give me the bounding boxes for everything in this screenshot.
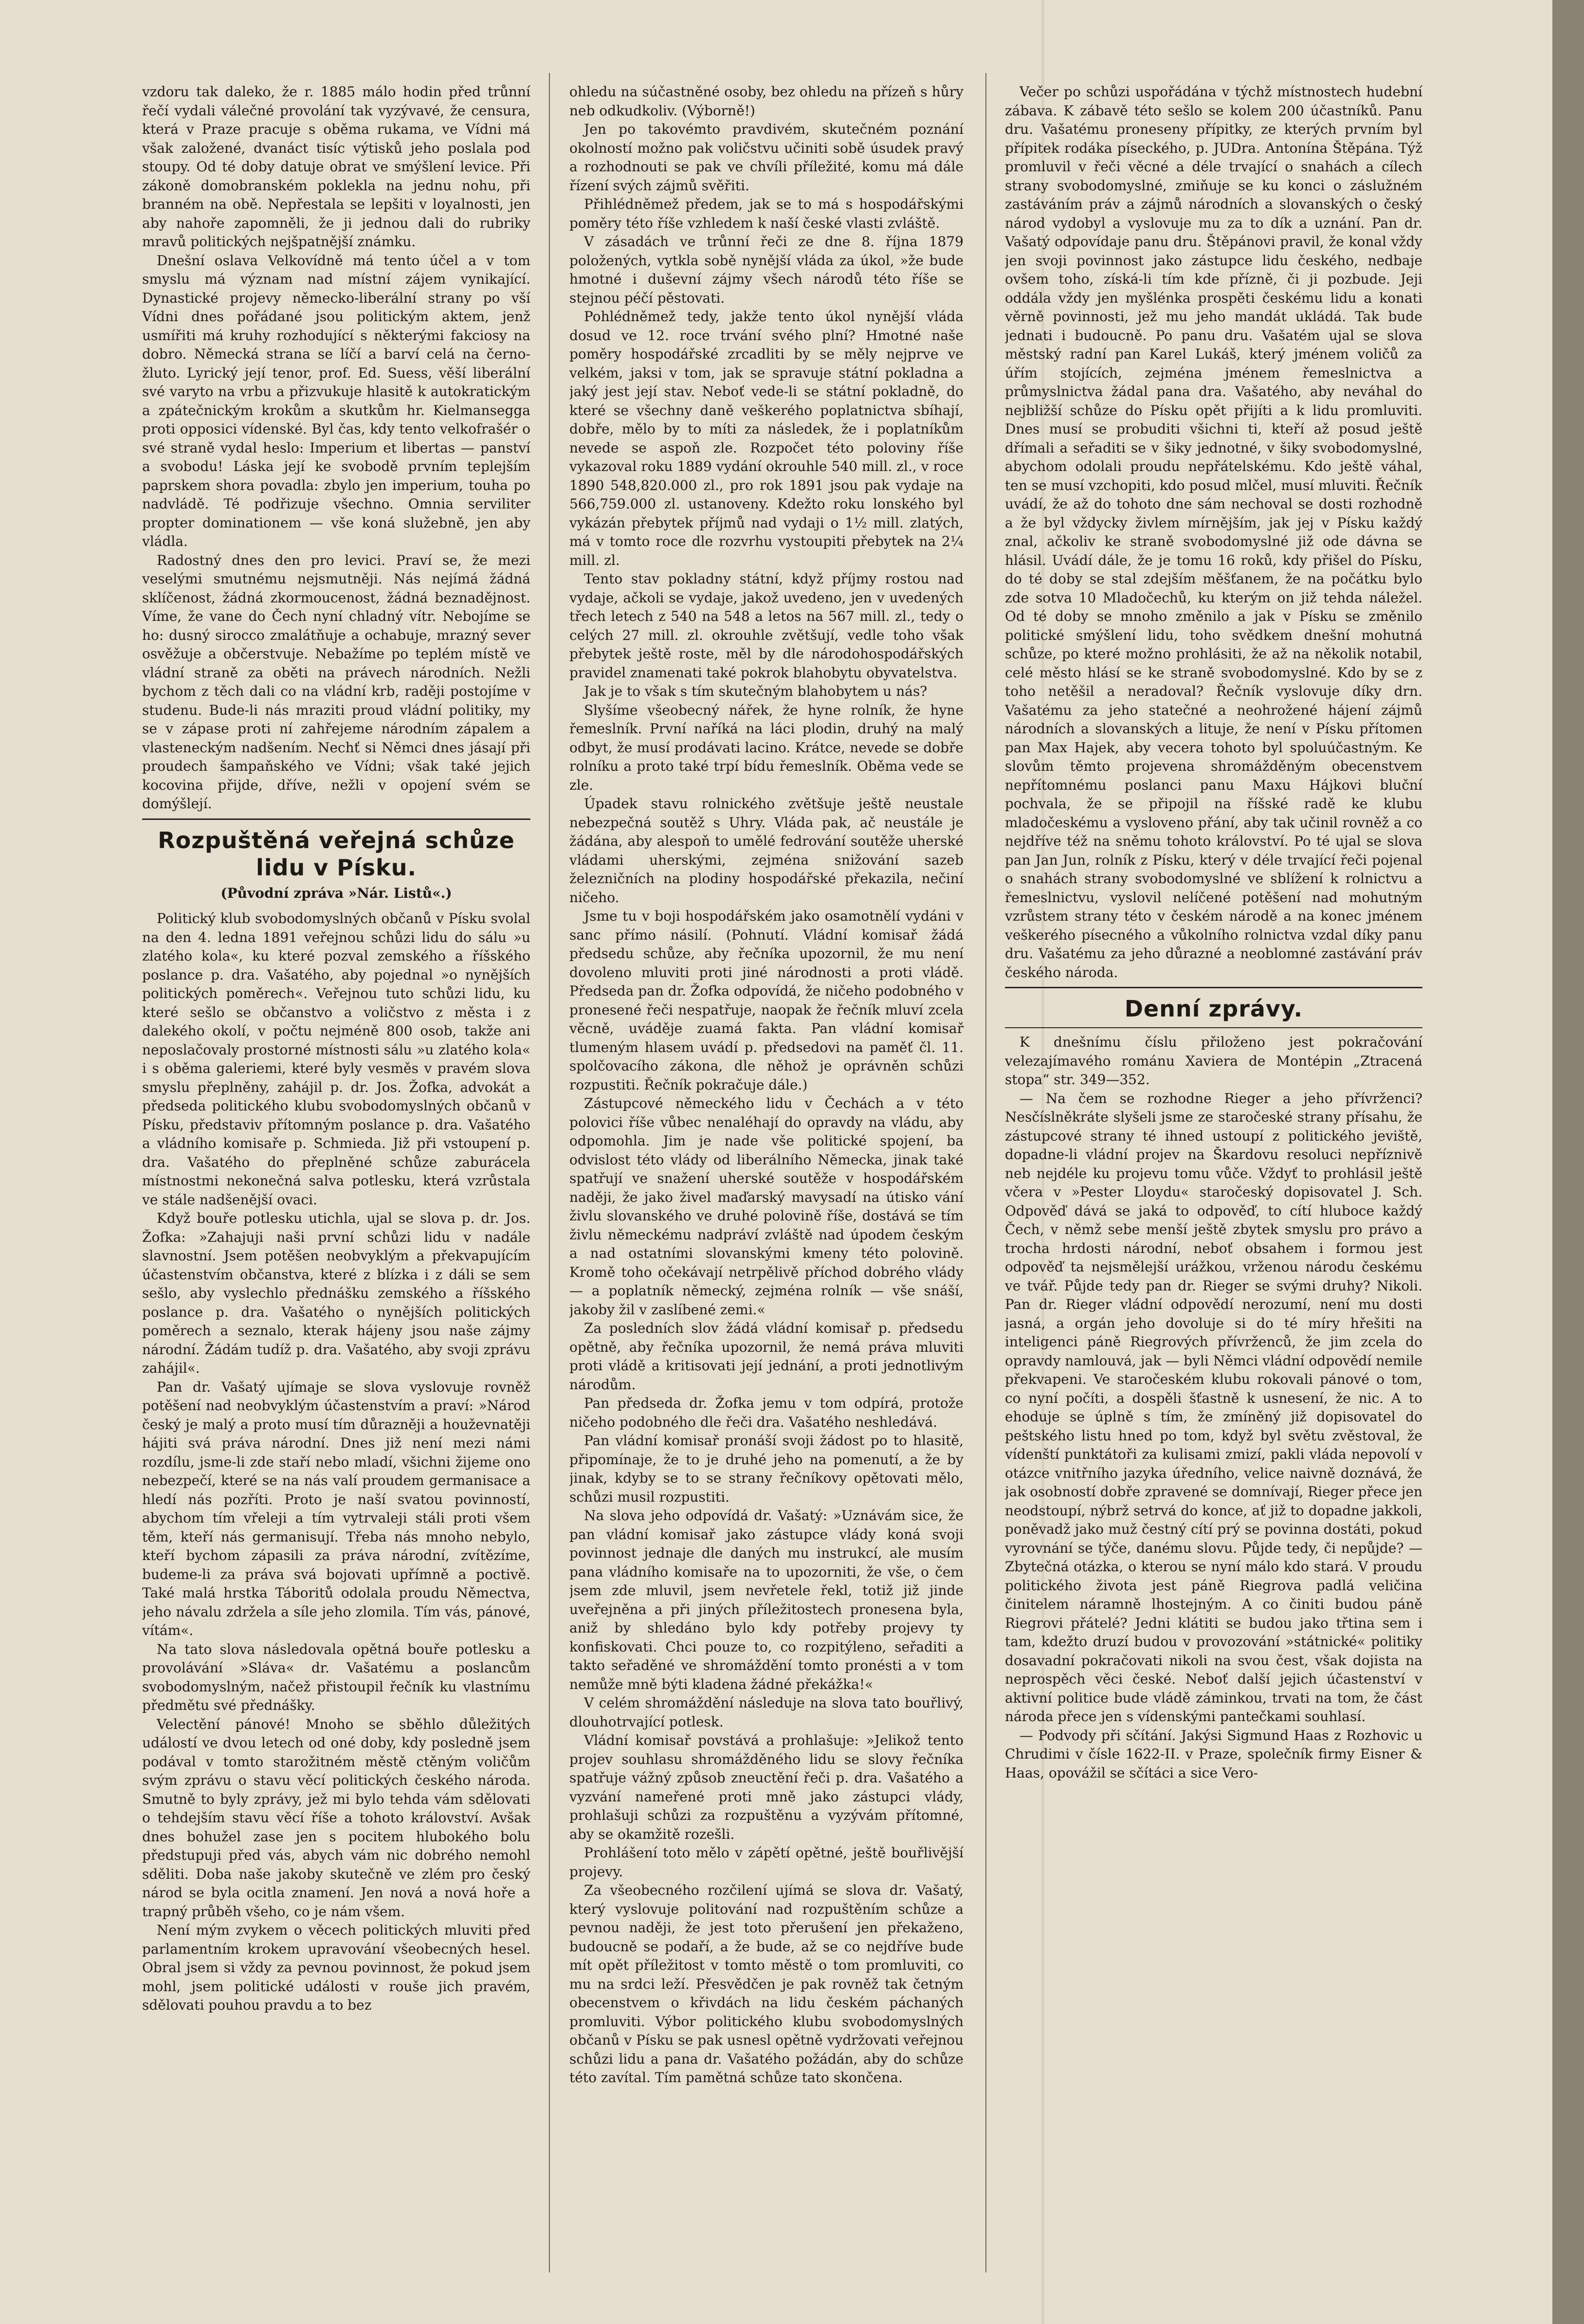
scan-edge [1552,0,1584,2324]
paragraph: Za posledních slov žádá vládní komisař p. předsedu opětně, aby řečníka upozornil, že nemá práva mluviti proti vládě a kritisovati její jednání, a proti jednotlivým národům. [569,1320,964,1393]
paragraph: Jen po takovémto pravdivém, skutečném poznání okolností možno pak voličstvu učiniti sobě úsudek pravý a rozhodnouti se pak ve chvíli příležité, komu má dále řízení svých zájmů svěřiti. [569,121,964,194]
paragraph: V zásadách ve trůnní řeči ze dne 8. října 1879 položených, vytkla sobě nynější vláda za úkol, »že bude hmotné i duševní zájmy všech národů této říše se stejnou péčí pěstovati. [569,234,964,306]
column-3 [1005,83,1422,2302]
paragraph: Na tato slova následovala opětná bouře potlesku a provolávání »Sláva« dr. Vašatému a poslancům svobodomyslným, načež přistoupil řečník ku vlastnímu předmětu své přednášky. [142,1641,530,1713]
paragraph: vzdoru tak daleko, že r. 1885 málo hodin před trůnní řečí vydali válečné provolání tak vyzývavé, že censura, která v Praze pracuje s oběma rukama, ve Vídni má však založené, dvanáct tisíc výtisků jeho poslala pod stoupy. Od té doby datuje obrat ve smýšlení levice. Při zákoně domobranském poklekla na jednu nohu, při branném na obě. Nepřestala se lepšiti v loyalnosti, jen aby nahoře zapomněli, že ji jednou dali do rubriky mravů politických nejšpatnější známku. [142,84,530,250]
paragraph: Dnešní oslava Velkovídně má tento účel a v tom smyslu má význam nad místní zájem vynikající. Dynastické projevy německo-liberální strany po vší Vídni dnes pořádané jsou politickým aktem, jenž usmířiti má kruhy rozhodující s některými fakciosy na dobro. Německá strana se líčí a barví celá na černo-žluto. Lyrický její tenor, prof. Ed. Suess, věší liberální své varyto na vrbu a přizvukuje hlasitě k autokratickým a zpátečnickým krokům a skutkům hr. Kielmansegga proti opposici vídenské. Byl čas, kdy tento velkofrašér o své straně vydal heslo: Imperium et libertas — panství a svobodu! Láska její ke svobodě prvním teplejším paprskem shora povadla: zbylo jen imperium, touha po nadvládě. Té podřizuje všechno. Omnia serviliter propter dominationem — vše koná služebně, jen aby vládla. [142,252,530,549]
paragraph: — Na čem se rozhodne Rieger a jeho přívrženci? Nesčíslněkráte slyšeli jsme ze staročeské strany přísahu, že zástupcové strany té ihned ustoupí z politického jeviště, dopadne-li vládní projev na Škardovu resoluci nepříznivě neb nejdéle ku projevu tomu vůče. Vždyť to prohlásil ještě včera v »Pester Lloydu« staročeský dopisovatel J. Sch. Odpověď dává se jaká to odpověď, to cítí hluboce každý Čech, v němž sebe menší ještě zbytek smyslu pro právo a trocha hrdosti národní, neboť obsahem i formou jest odpověď ta nejsmělejší urážkou, vrženou národu českému ve tvář. Půjde tedy pan dr. Rieger se svými druhy? Nikoli. Pan dr. Rieger vládní odpovědí nerozumí, není mu dosti jasná, a orgán jeho dovoluje si do té míry hřešiti na inteligenci páně Riegrových přívrženců, že jim zcela do opravdy namlouvá, jak — byli Němci vládní odpovědí nemile překvapeni. Ve staročeském klubu rokovali pánové o tom, co nyní počíti, a dospěli šťastně k usnesení, že nic. A to ehoduje se úplně s tím, že zmíněný již dopisovatel do peštského listu hned po tom, když byl světu zvěstoval, že vídenští punktátoři za kulisami zmizí, pakli vláda nepovolí v otázce vnitřního jazyka úředního, velice naivně doznává, že jak osobností dobře zpravené se domnívají, Rieger přece jen neodstoupí, nýbrž setrvá do konce, ať již to dopadne jakkoli, poněvadž jako muž čestný cítí prý se povinna dostáti, pokud vyrovnání se týče, danému slovu. Půjde tedy, či nepůjde? — Zbytečná otázka, o kterou se nyní málo kdo stará. V proudu politického života jest páně Riegrova padlá veličina činitelem náramně lhostejným. A co činiti budou páně Riegrovi přátelé? Jedni klátiti se budou jako třtina sem i tam, kdežto druzí budou v provozování »státnické« politiky dosavadní pokračovati nikoli na svou čest, však dojista na neprospěch věci české. Neboť další jejich účastenství v aktivní politice bude vládě záminkou, trvati na tom, že část národa přece jen s vídenskými pantečkami souhlasí. [1005,1090,1422,1725]
column-divider-2 [985,73,986,2272]
paragraph: Pan předseda dr. Žofka jemu v tom odpírá, protože ničeho podobného dle řeči dra. Vašatého neshledává. [569,1395,964,1430]
paragraph: Pohlédněmež tedy, jakže tento úkol nynější vláda dosud ve 12. roce trvání svého plní? Hmotné naše poměry hospodářské zrcadliti by se měly nejprve ve velkém, jaksi v tom, jak se spravuje státní pokladna a jaký jest její stav. Neboť vede-li se státní pokladně, do které se všechny daně veškerého poplatnictva sbíhají, dobře, mělo by to míti za následek, že i poplatníkům nevede se aspoň zle. Rozpočet této poloviny říše vykazoval roku 1889 vydání okrouhle 540 mill. zl., v roce 1890 548,820.000 zl., pro rok 1891 jsou pak vydaje na 566,759.000 zl. ustanoveny. Kdežto roku lonského byl vykázán přebytek příjmů nad vydaji o 1½ mill. zlatých, má v tomto roce dle rozvrhu vystoupiti přebytek na 2¼ mill. zl. [569,309,964,568]
paragraph: Slyšíme všeobecný nářek, že hyne rolník, že hyne řemeslník. První naříká na láci plodin, druhý na malý odbyt, že musí prodávati lacino. Krátce, nevede se dobře rolníku a proto také trpí bídu řemeslník. Oběma vede se zle. [569,702,964,793]
paragraph: Pan dr. Vašatý ujímaje se slova vyslovuje rovněž potěšení nad neobvyklým účastenstvím a praví: »Národ český je malý a proto musí tím důrazněji a houževnatěji hájiti svá práva národní. Dnes již není mezi námi rozdílu, jsme-li zde staří nebo mladí, všichni žijeme ono nebezpečí, které se na nás valí proudem germanisace a hledí nás pozříti. Proto je naší svatou povinností, abychom tím vřeleji a tím vytrvaleji stáli proti všem těm, kteří nás germanisují. Třeba nás mnoho nebylo, kteří bychom zápasili za práva národní, zvítězíme, budeme-li za práva svá bojovati upřímně a poctivě. Také malá hrstka Táboritů odolala proudu Němectva, jeho návalu zdržela a síle jeho zlomila. Tím vás, pánové, vítám«. [142,1379,530,1638]
column-2 [569,83,964,2302]
paragraph: Úpadek stavu rolnického zvětšuje ještě neustale nebezpečná soutěž s Uhry. Vláda pak, ač neustále je žádána, aby alespoň to umělé fedrování soutěže uherské vládami uherskými, zejména snižování sazeb železničních na plodiny hospodářské překazila, nečiní ničeho. [569,796,964,906]
paragraph: Politický klub svobodomyslných občanů v Písku svolal na den 4. ledna 1891 veřejnou schůzi lidu do sálu »u zlatého kola«, ku které pozval zemského a říšského poslance p. dra. Vašatého, aby pojednal »o nynějších politických poměrech«. Veřejnou tuto schůzi lidu, ku které sešlo se občanstvo a voličstvo z města i z dalekého okolí, v počtu nejméně 800 osob, takže ani neposlačovaly prostorné místnosti sálu »u zlatého kola« i s oběma galeriemi, které byly vesměs v pravém slova smyslu přeplněny, zahájil p. dr. Jos. Žofka, advokát a předseda politického klubu svobodomyslných občanů v Písku, představiv přítomným poslance p. dra. Vašatého a vládního komisaře p. Schmieda. Již při vstoupení p. dra. Vašatého do přeplněné schůze zaburácela místnostmi nekonečná salva potlesku, která vzrůstala ve stále nadšenější ovaci. [142,910,530,1208]
column-1 [142,83,530,2302]
paragraph: K dnešnímu číslu přiloženo jest pokračování velezajímavého románu Xaviera de Montépin „Ztracená stopa“ str. 349—352. [1005,1034,1422,1088]
paragraph: Tento stav pokladny státní, když příjmy rostou nad vydaje, ačkoli se vydaje, jakož uvedeno, jen v uvedených třech letech z 540 na 548 a letos na 567 mill. zl., tedy o celých 27 mill. zl. okrouhle zvětšují, vedle toho však přebytek ještě roste, měl by dle národohospodářských pravidel znamenati také pokrok blahobytu obyvatelstva. [569,571,964,681]
paragraph: Zástupcové německého lidu v Čechách a v této polovici říše vůbec nenaléhají do opravdy na vládu, aby odpomohla. Jim je nade vše politické spojení, ba odvislost této vlády od liberálního Německa, jinak také spatřují ve snažení uherské soutěže v hospodářském naději, že jako živel maďarský mavysadí na útisko vání živlu slovanského ve druhé polovině říše, dostává se tím živlu německému nadpráví zvláště nad úpodem českým a nad ostatními slovanskými kmeny této polovině. Kromě toho očekávají netrpělivě příchod dobrého vlády — a poplatník německý, zejména rolník — vše snáší, jakoby žil v zaslíbené zemi.« [569,1095,964,1318]
article-source: (Původní zpráva »Nár. Listů«.) [220,885,452,901]
paragraph: Když bouře potlesku utichla, ujal se slova p. dr. Jos. Žofka: »Zahajuji naši první schůzi lidu v nadále slavnostní. Jsem potěšen neobvyklým a překvapujícím účastenstvím občanstva, které z blízka i z dáli se sem sešlo, aby vyslechlo přednášku zemského a říšského poslance p. dra. Vašatého o nynějších politických poměrech a seznalo, kterak hájeny jsou naše zájmy národní. Žádám tudíž p. dra. Vašatého, aby svoji zprávu zahájil«. [142,1210,530,1376]
paragraph: Přihlédněmež předem, jak se to má s hospodářskými poměry této říše vzhledem k naší české vlasti zvláště. [569,196,964,231]
paragraph: Na slova jeho odpovídá dr. Vašatý: »Uznávám sice, že pan vládní komisař jako zástupce vlády koná svoji povinnost jednaje dle daných mu instrukcí, ale musím pana vládního komisaře na to upozorniti, že vše, o čem jsem zde mluvil, jsem nevřetele řekl, totiž již jinde uveřejněna a při jiných příležitostech pronesena byla, aniž by shledáno bylo kdy potřeby projevy ty konfiskovati. Chci pouze to, co rozpitýleno, seřaditi a takto seřaděné ve shromáždění tomto pronésti a v tom nemůže mně býti kladena žádné překážka!« [569,1507,964,1692]
paragraph: Prohlášení toto mělo v zápětí opětné, ještě bouřlivější projevy. [569,1845,964,1880]
paragraph: Za všeobecného rozčilení ujímá se slova dr. Vašatý, který vyslovuje politování nad rozpuštěním schůze a pevnou naději, že jest toto přerušení jen překaženo, budoucně se podaří, a že bude, až se co nejdříve bude mít opět příležitost v tomto městě o tom promluviti, co mu na srdci leží. Přesvědčen je pak rovněž tak četným obecenstvem o křivdách na lidu českém páchaných promluviti. Výbor politického klubu svobodomyslných občanů v Písku se pak usnesl opětně vydržovati veřejnou schůzi lidu a pana dr. Vašatého požádán, aby do schůze této zavítal. Tím pamětná schůze tato skončena. [569,1882,964,2086]
paragraph: Radostný dnes den pro levici. Praví se, že mezi veselými smutnému nejsmutněji. Nás nejímá žádná sklíčenost, žádná zkormoucenost, žádná beznadějnost. Víme, že vane do Čech nyní chladný vítr. Nebojíme se ho: dusný sirocco zmalátňuje a ochabuje, mrazný sever osvěžuje a občerstvuje. Nebažíme po teplém místě ve vládní straně za oběti na právech národních. Nežli bychom z těch dali co na vládní krb, raději postojíme v studenu. Bude-li nás mraziti proud vládní politiky, my se v zápase proti ní zahřejeme národním zápalem a vlasteneckým nadšením. Nechť si Němci dnes jásají při proudech šampaňského ve Vídni; však také jejich kocovina přijde, dříve, nežli v opojení svém se domýšlejí. [142,552,530,812]
paragraph: Vládní komisař povstává a prohlašuje: »Jelikož tento projev souhlasu shromážděného lidu se slovy řečníka spatřuje vážný způsob zneuctění řeči p. dra. Vašatého a vyzvání nameřené proti mně jako zástupci vlády, prohlašuji schůzi za rozpuštěnu a vyzývám přítomné, aby se okamžitě rozešli. [569,1732,964,1842]
column-divider-1 [549,73,550,2272]
paragraph: Jak je to však s tím skutečným blahobytem u nás? [584,683,928,699]
paragraph: Velectění pánové! Mnoho se sběhlo důležitých událostí ve dvou letech od oné doby, kdy posledně jsem podával v tomto starožitném městě ctěným voličům svým zprávu o stavu věcí politických českého národa. Smutně to byly zprávy, jež mi bylo tehda vám sdělovati o tehdejším stavu věcí říše a tohoto království. Avšak dnes bohužel zase jen s pocitem hlubokého bolu předstupuji před vás, abych vám nic dobrého nemohl sděliti. Doba naše jakoby skutečně ve zlém pro český národ se byla ocitla znamení. Jen nová a nová hoře a trapný průběh všeho, co je nám všem. [142,1716,530,1920]
section-rule [1005,987,1422,988]
paragraph: — Podvody při sčítání. Jakýsi Sigmund Haas z Rozhovic u Chrudimi v čísle 1622-II. v Praze, společník firmy Eisner & Haas, opovážil se sčítáci a sice Vero- [1005,1727,1422,1781]
paragraph: Pan vládní komisař pronáší svoji žádost po to hlasitě, připomínaje, že to je druhé jeho na pomenutí, a že by jinak, kdyby se to se strany řečníkovy opětovati mělo, schůzi musil rozpustiti. [569,1433,964,1505]
paragraph: ohledu na súčastněné osoby, bez ohledu na přízeň s hůry neb odkudkoliv. (Výborně!) [569,84,964,119]
article-heading: Rozpuštěná veřejná schůze lidu v Písku. [158,827,515,881]
paragraph: Večer po schůzi uspořádána v týchž místnostech hudební zábava. K zábavě této sešlo se kolem 200 účastníků. Panu dru. Vašatému proneseny přípitky, ze kterých prvním byl přípitek rodáka píseckého, p. JUDra. Antonína Štěpána. Týž promluvil v řeči věcné a déle trvající o snahách a cílech strany svobodomyslné, zmiňuje se ku konci o záslužném zastáváním práv a zájmů národních a slovanských o český národ vydobyl a vyslovuje mu za to dík a uznání. Pan dr. Vašatý odpovídaje panu dru. Štěpánovi pravil, že konal vždy jen svoji povinnost jako zástupce lidu českého, nedbaje ovšem toho, získá-li tím kde přízně, či ji pozbude. Jeji oddála vždy jen myšlénka prospěti českému lidu a konati věrně povinnosti, jež mu jeho mandát ukládá. Tak bude jednati i budoucně. Po panu dru. Vašatém ujal se slova městský radní pan Karel Lukáš, který jménem voličů za úřím stojících, zejména jménem řemeslnictva a průmyslnictva žádal pana dra. Vašatého, aby neváhal do nejbližší schůze do Písku opět přijíti a k lidu promluviti. Dnes musí se probuditi všichni ti, kteří až posud ještě dřímali a seřaditi se v šiky jednotné, v šiky svobodomyslné, abychom odolali proudu nepřátelskému. Kdo ještě váhal, ten se musí vzchopiti, kdo posud mlčel, musí mluviti. Řečník uvádí, že až do tohoto dne sám nechoval se dosti rozhodně a že byl vždycky živlem mírnějším, jak jej v Písku každý znal, ačkoliv ke straně svobodomyslné již ode dávna se hlásil. Uvádí dále, že je tomu 16 roků, kdy přišel do Písku, do té doby se stal zdejším měšťanem, že na počátku bylo zde sotva 10 Mladočechů, ku kterým on již tehda náležel. Od té doby se mnoho změnilo a jak v Písku se změnilo politické smýšlení lidu, toho svědkem dnešní mohutná schůze, po které možno prohlásiti, že až na několik notabil, celé město hlásí se ke straně svobodomyslné. Kdo by se z toho netěšil a neradoval? Řečník vyslovuje díky drn. Vašatému za jeho statečné a neohrožené hájení zájmů národních a slovanských a lituje, že není v Písku přítomen pan Max Hajek, aby vecera tohoto byl spoluúčastným. Ke slovům těmto projevena shromážděným obecenstvem nepřítomnému poslanci panu Maxu Hájkovi bluční pochvala, že se připojil na říšské radě ke klubu mladočeskému a vysloveno přání, aby tak učinil rovněž a co nejdříve též na sněmu tohoto království. Po té ujal se slova pan Jan Jun, rolník z Písku, který v déle trvající řeči pojenal o snahách strany svobodomyslné ve sblížení k rolnictvu a řemeslnictvu, vyslovil nelíčené potěšení nad mohutným vzrůstem strany této v českém národě a na konec jménem veškerého písecného a vůkolního rolnictva vzdal díky panu dru. Vašatému za jeho důrazné a neoblomné zastávání práv českého národa. [1005,84,1422,980]
paragraph: Není mým zvykem o věcech politických mluviti před parlamentním krokem upravování všeobecných hesel. Obral jsem si vždy za pevnou povinnost, že pokud jsem mohl, jsem politické události v rouše jich pravém, sdělovati pouhou pravdu a to bez [142,1922,530,2013]
paragraph: Jsme tu v boji hospodářském jako osamotnělí vydáni v sanc přímo násilí. (Pohnutí. Vládní komisař žádá předsedu schůze, aby řečníka upozornil, že mu není dovoleno mluviti proti jiné národnosti a proti vládě. Předseda pan dr. Žofka odpovídá, že ničeho podobného v pronesené řeči nespatřuje, naopak že řečník mluví zcela věcně, uváděje zuamá fakta. Pan vládní komisař tlumeným hlasem uvádí p. předsedovi na paměť čl. 11. spolčovacího zákona, dle něhož je oprávněn schůzi rozpustiti. Řečník pokračuje dále.) [569,908,964,1093]
section-rule [142,818,530,820]
section-rule [1005,1027,1422,1028]
paragraph: V celém shromáždění následuje na slova tato bouřlivý, dlouhotrvající potlesk. [569,1695,964,1730]
section-heading: Denní zprávy. [1124,996,1303,1022]
